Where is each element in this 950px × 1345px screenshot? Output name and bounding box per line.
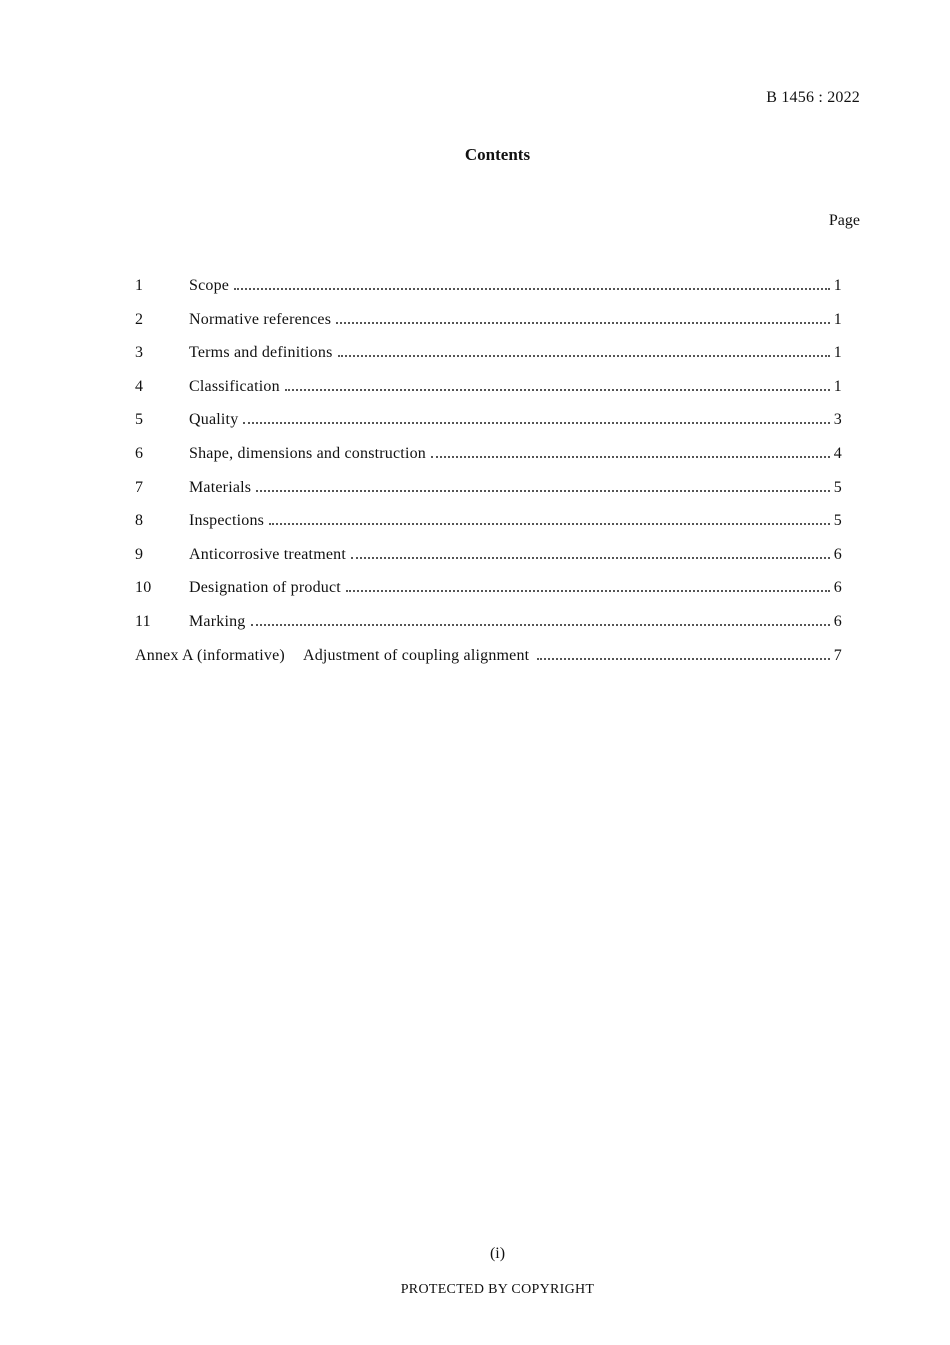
toc-page: 6 [833,579,842,597]
toc-row-1[interactable] [135,277,842,311]
toc-number: 5 [135,411,144,429]
dot-leader [243,422,830,424]
toc-page: 3 [833,411,842,429]
toc-label: Normative references [189,310,332,328]
toc-number: 6 [135,444,144,462]
toc-label: Materials [189,478,252,496]
dot-leader [431,456,830,458]
dot-leader [269,523,830,525]
toc-row-6[interactable] [135,445,842,479]
page-column-label: Page [828,212,860,229]
toc-number: 8 [135,512,144,530]
dot-leader [256,490,830,492]
toc-page: 6 [833,612,842,630]
toc-label: Inspections [189,512,265,530]
toc-page: 5 [833,512,842,530]
toc-number: 7 [135,478,144,496]
toc-row-9[interactable] [135,546,842,580]
toc-row-11[interactable] [135,613,842,647]
toc-row-5[interactable] [135,411,842,445]
toc-page: 6 [833,545,842,563]
dot-leader [537,658,830,660]
toc-page: 1 [833,277,842,294]
toc-number: 11 [135,612,151,630]
annex-label: Annex A (informative) [135,646,285,664]
toc-row-10[interactable] [135,579,842,613]
toc-number: 1 [135,277,144,294]
toc-label: Quality [189,411,239,429]
toc-page: 5 [833,478,842,496]
copyright-notice: PROTECTED BY COPYRIGHT [400,1282,595,1297]
document-id: B 1456 : 2022 [766,89,860,106]
toc-page: 1 [833,377,842,395]
dot-leader [346,590,830,592]
dot-leader [285,389,830,391]
table-of-contents [135,277,842,680]
annex-title: Adjustment of coupling alignment [302,646,530,664]
toc-row-7[interactable] [135,479,842,513]
toc-number: 4 [135,377,144,395]
toc-page: 4 [833,444,842,462]
toc-label: Shape, dimensions and construction [189,444,426,462]
toc-row-8[interactable] [135,512,842,546]
toc-label: Marking [189,612,246,630]
toc-page: 1 [833,344,842,362]
toc-label: Terms and definitions [189,344,333,362]
toc-number: 3 [135,344,144,362]
dot-leader [336,322,830,324]
dot-leader [234,288,830,290]
toc-number: 2 [135,310,144,328]
toc-label: Classification [189,377,280,395]
toc-label: Anticorrosive treatment [189,545,346,563]
page-title: Contents [464,145,531,164]
toc-page: 7 [833,646,842,664]
dot-leader [351,557,830,559]
footer-page-number: (i) [489,1245,506,1262]
dot-leader [338,355,831,357]
toc-number: 10 [135,579,152,597]
dot-leader [251,624,830,626]
toc-page: 1 [833,310,842,328]
toc-row-annex-a[interactable] [135,647,842,681]
toc-row-4[interactable] [135,378,842,412]
toc-row-2[interactable] [135,311,842,345]
toc-label: Designation of product [189,579,341,597]
toc-row-3[interactable] [135,344,842,378]
toc-label: Scope [189,277,230,294]
toc-number: 9 [135,545,144,563]
